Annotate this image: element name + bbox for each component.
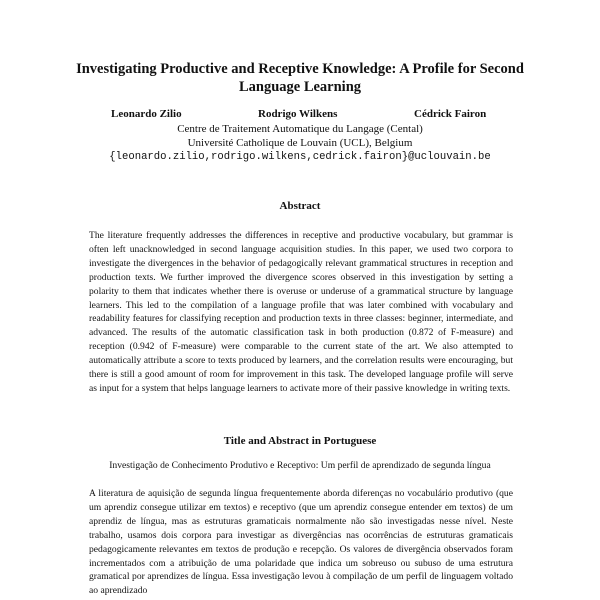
author-name: Rodrigo Wilkens (258, 108, 338, 120)
author-emails: {leonardo.zilio,rodrigo.wilkens,cedrick.fairon}@uclouvain.be (109, 151, 491, 163)
affiliation-university: Université Catholique de Louvain (UCL), Belgium (187, 137, 413, 149)
portuguese-abstract-text: A literatura de aquisição de segunda língua frequentemente aborda diferenças no vocabulário produtivo (que um aprendiz consegue utilizar em textos) e receptivo (que um aprendiz consegue entender em textos) de um aprendiz de língua, mas as estruturas gramaticais normalmente não são investigadas nesse nível. Neste trabalho, usamos dois corpora para investigar as divergências nas ocorrências de estruturas gramaticais pedagogicamente relevantes em textos de produção e recepção. Os valores de divergência observados foram incrementados com a atribuição de uma polaridade que indica um sobreuso ou subuso de uma estrutura gramatical por aprendizes de língua. Essa investigação levou à compilação de um perfil de linguagem voltado ao aprendizado (89, 488, 513, 597)
affiliation-lab: Centre de Traitement Automatique du Langage (Cental) (177, 123, 423, 135)
paper-title: Investigating Productive and Receptive Knowledge: A Profile for Second Language Learning (76, 61, 524, 95)
author-list (0, 107, 600, 121)
abstract-heading: Abstract (279, 200, 321, 212)
affiliation-block (0, 122, 600, 164)
abstract-text: The literature frequently addresses the differences in receptive and productive vocabulary, but grammar is often left unacknowledged in second language acquisition studies. In this paper, we used two corpora to investigate the divergences in the behavior of pedagogically relevant grammatical structures in reception and production texts. We further improved the divergence scores observed in this investigation by setting a polarity to them that indicates whether there is overuse or underuse of a grammatical structure by language learners. This led to the compilation of a language profile that was later combined with vocabulary and readability features for classifying reception and production texts in three classes: beginner, intermediate, and advanced. The results of the automatic classification task in both production (0.872 of F-measure) and reception (0.942 of F-measure) were comparable to the current state of the art. We also attempted to automatically attribute a score to texts produced by learners, and the correlation results were encouraging, but there is still a good amount of room for improvement in this task. The developed language profile will serve as input for a system that helps language learners to activate more of their passive knowledge in writing texts. (89, 230, 513, 394)
portuguese-title: Investigação de Conhecimento Produtivo e Receptivo: Um perfil de aprendizado de segunda língua (109, 460, 491, 471)
author-name: Cédrick Fairon (414, 108, 487, 120)
author-name: Leonardo Zilio (111, 108, 182, 120)
portuguese-section-heading: Title and Abstract in Portuguese (223, 435, 377, 447)
